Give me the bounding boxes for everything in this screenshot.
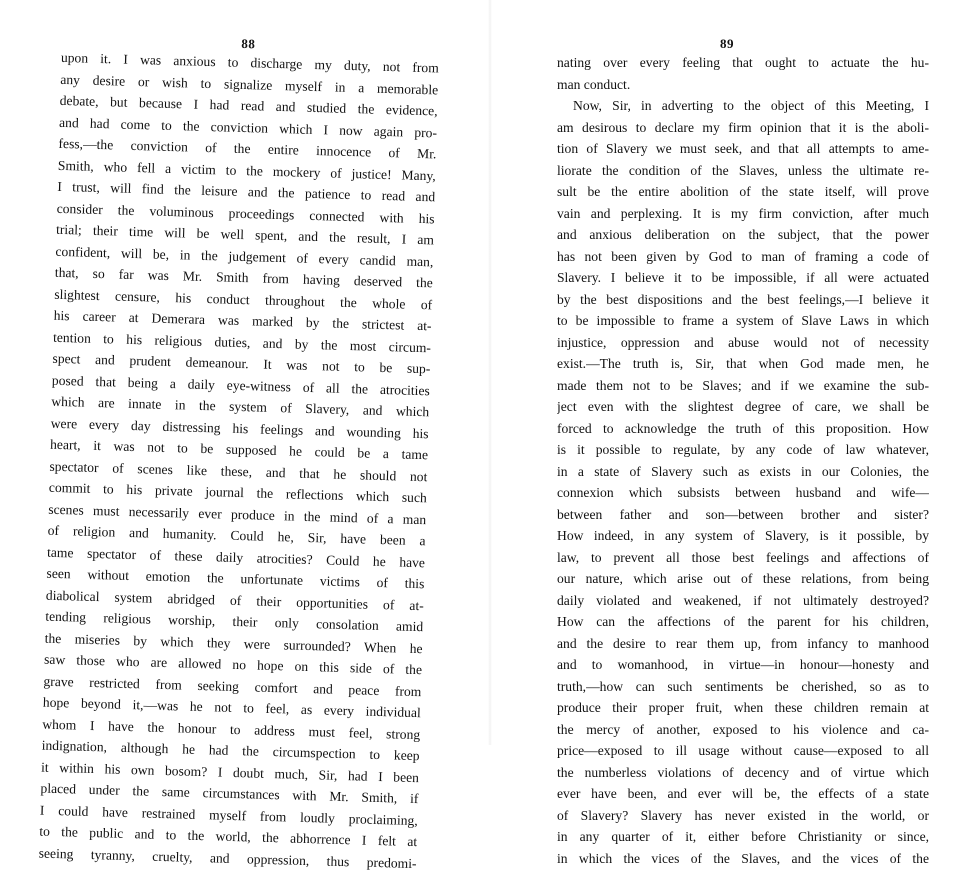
text-line: hope beyond it,—was he not to feel, as every individual <box>42 694 421 721</box>
text-line: I could have restrained myself from loudly proclaiming, <box>39 802 418 828</box>
text-line: confident, will be, in the judgement of every candid man, <box>55 243 434 269</box>
text-line: sult be the entire abolition of the state itself, will prove <box>557 184 929 199</box>
text-line: to be impossible to frame a system of Slave Laws in which <box>557 313 929 328</box>
text-line: indignation, although he had the circumspection to keep <box>41 737 420 764</box>
text-line: fess,—the conviction of the entire innocence of Mr. <box>58 135 437 162</box>
text-line: of religion and humanity. Could he, Sir, have been a <box>47 522 426 549</box>
text-line: and the desire to rear them up, from infancy to manhood <box>557 635 929 651</box>
text-line: Now, Sir, in adverting to the object of this Meeting, I <box>573 98 929 113</box>
text-line: man conduct. <box>557 76 631 92</box>
text-line: and to womanhood, in virtue—in honour—honesty and <box>557 657 929 672</box>
text-line: made them not to be Slaves; and if we examine the sub- <box>557 377 929 393</box>
text-line: any desire or wish to signalize myself in a memorable <box>60 71 439 97</box>
text-line: by the best dispositions and the best feelings,—I believe it <box>557 291 929 307</box>
text-line: his career at Demerara was marked by the strictest at- <box>53 307 432 334</box>
text-line: injustice, oppression and abuse would not of necessity <box>557 334 929 350</box>
text-line: has not been given by God to man of framing a code of <box>557 248 929 264</box>
text-line: exist.—The truth is, Sir, that when God made men, he <box>557 356 929 371</box>
text-line: posed that being a daily eye-witness of all the atrocities <box>51 372 430 398</box>
text-line: connexion which subsists between husband and wife— <box>557 485 929 500</box>
text-line: vain and perplexing. It is my firm conviction, after much <box>557 205 929 221</box>
text-line: of Slavery? Slavery has never existed in the world, or <box>557 807 929 823</box>
text-line: tention to his religious duties, and by the most circum- <box>52 329 432 355</box>
text-line: am desirous to declare my firm opinion that it is the aboli- <box>557 119 929 135</box>
text-line: ject even with the slightest degree of care, we shall be <box>557 399 929 414</box>
text-line: the miseries by which they were surrounded? When he <box>44 630 423 656</box>
text-line: How can the affections of the parent for his children, <box>557 614 929 629</box>
text-line: truth,—how can such sentiments be cherished, so as to <box>557 678 929 694</box>
text-line: trial; their time will be well spent, and the result, I am <box>55 221 435 248</box>
text-line: price—exposed to ill usage without cause—exposed to all <box>557 743 929 758</box>
text-line: the mercy of another, exposed to his violence and ca- <box>557 721 929 737</box>
text-line: diabolical system abridged of their opportunities of at- <box>45 587 424 613</box>
text-line: saw those who are allowed no hope on this side of the <box>43 651 423 678</box>
text-line: I trust, will find the leisure and the patience to read and <box>57 178 436 205</box>
text-line: and had come to the conviction which I now again pro- <box>58 114 438 140</box>
text-line: whom I have the honour to address must feel, strong <box>42 716 421 742</box>
text-line: our nature, which arise out of these relations, from being <box>557 571 929 586</box>
text-line: Slavery. I believe it to be impossible, if all were actuated <box>557 270 929 285</box>
text-line: that, so far was Mr. Smith from having deserved the <box>54 264 433 291</box>
text-line: ever have been, and ever will be, the effects of a state <box>557 786 929 801</box>
text-line: grave restricted from seeking comfort and peace from <box>43 673 422 699</box>
text-line: tame spectator of these daily atrocities? Could he have <box>46 544 426 570</box>
text-line: heart, it was not to be supposed he could be a tame <box>49 436 429 463</box>
text-line: is it possible to regulate, by any code of law whatever, <box>557 442 929 457</box>
text-line: How indeed, in any system of Slavery, is it possible, by <box>557 528 929 543</box>
text-line: placed under the same circumstances with Mr. Smith, if <box>40 780 419 807</box>
text-line: Smith, who fell a victim to the mockery of justice! Many, <box>57 157 436 183</box>
text-line: seeing tyranny, cruelty, and oppression, thus predomi- <box>38 845 417 871</box>
right-page <box>490 0 980 866</box>
left-page-text <box>38 47 439 874</box>
page-number-right: 89 <box>720 36 734 51</box>
text-line: the numberless violations of decency and of virtue which <box>557 764 929 780</box>
text-line: commit to his private journal the reflections which such <box>48 479 427 506</box>
text-line: seen without emotion the unfortunate victims of this <box>46 565 425 592</box>
text-line: which are innate in the system of Slavery, and which <box>51 393 430 420</box>
text-line: slightest censure, his conduct throughout the whole of <box>54 286 433 312</box>
text-line: scenes must necessarily ever produce in the mind of a man <box>48 501 427 527</box>
text-line: in a state of Slavery such as exists in our Colonies, the <box>557 463 929 479</box>
text-line: spect and prudent demeanour. It was not to be sup- <box>52 350 431 377</box>
page-number-left: 88 <box>241 35 256 52</box>
text-line: tending religious worship, their only consolation amid <box>45 608 424 635</box>
text-line: in any quarter of it, either before Christianity or since, <box>557 829 929 844</box>
text-line: between father and son—between brother and sister? <box>557 506 929 522</box>
text-line: daily violated and weakened, if not ultimately destroyed? <box>557 592 929 608</box>
text-line: it within his own bosom? I doubt much, Sir, had I been <box>40 759 420 785</box>
text-line: law, to prevent all those best feelings and affections of <box>557 549 929 565</box>
text-line: tion of Slavery we must seek, and that all attempts to ame- <box>557 141 929 156</box>
text-line: debate, but because I had read and studied the evidence, <box>59 92 438 119</box>
text-line: to the public and to the world, the abhorrence I felt at <box>39 823 418 850</box>
text-line: in which the vices of the Slaves, and the vices of the <box>557 850 929 866</box>
right-page-text <box>557 52 929 869</box>
text-line: spectator of scenes like these, and that he should not <box>49 458 428 484</box>
text-line: produce their proper fruit, when these children remain at <box>557 700 929 715</box>
text-line: upon it. I was anxious to discharge my duty, not from <box>60 49 440 76</box>
text-line: consider the voluminous proceedings connected with his <box>56 200 435 226</box>
text-line: liorate the condition of the Slaves, unless the ultimate re- <box>557 162 929 178</box>
text-line: were every day distressing his feelings and wounding his <box>50 415 429 441</box>
text-line: and anxious deliberation on the subject, that the power <box>557 227 929 242</box>
text-line: nating over every feeling that ought to actuate the hu- <box>557 55 929 70</box>
text-line: forced to acknowledge the truth of this proposition. How <box>557 420 929 436</box>
